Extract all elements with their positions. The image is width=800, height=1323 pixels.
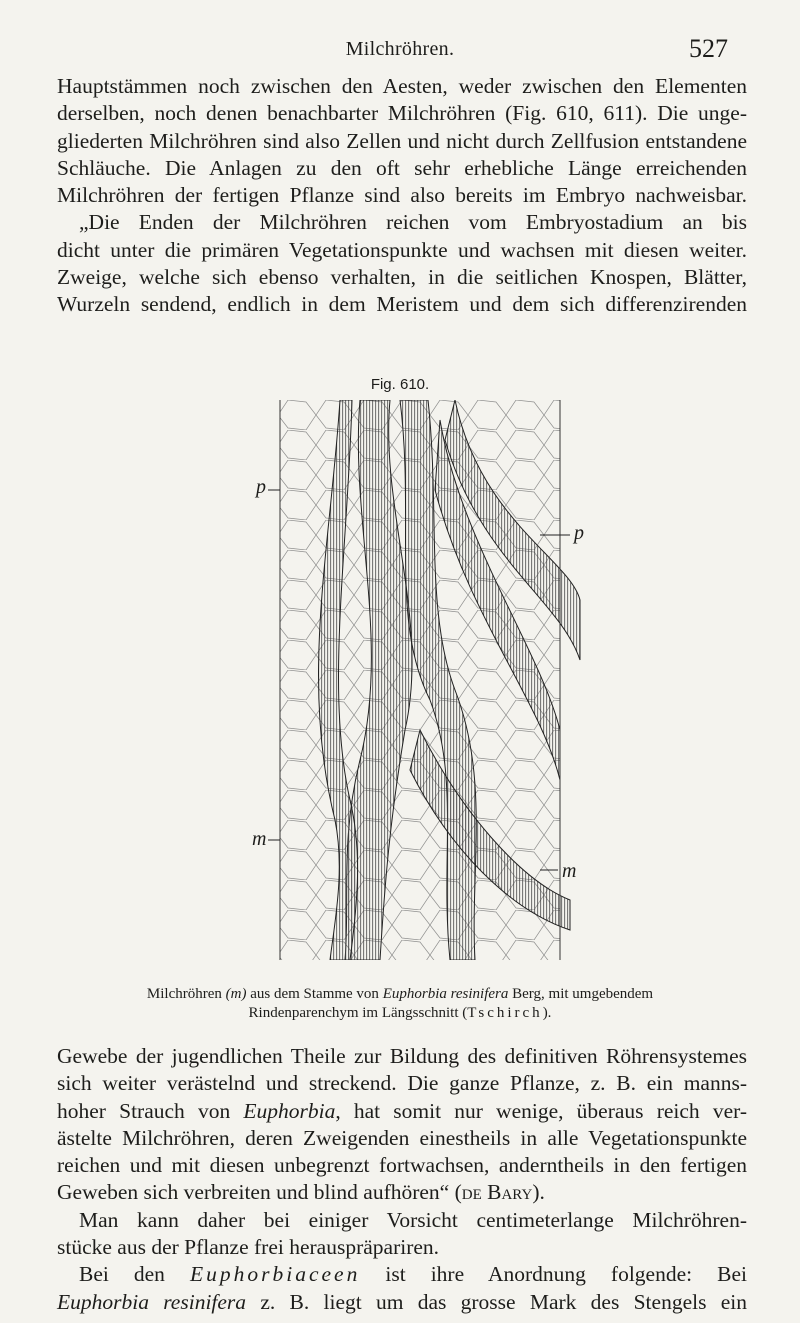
text-line: Hauptstämmen noch zwischen den Aesten, weder zwischen den Elementen <box>57 74 747 98</box>
text-line <box>57 1179 747 1206</box>
text-line: ästelte Milchröhren, deren Zweigenden einestheils in alle Vegetationspunkte <box>57 1125 747 1150</box>
text-line: „Die Enden der Milchröhren reichen vom Embryostadium an bis <box>79 210 747 235</box>
text-line: Man kann daher bei einiger Vorsicht centimeterlange Milchröhren- <box>79 1207 747 1232</box>
top-paragraph <box>57 73 747 319</box>
text-line: stücke aus der Pflanze frei herauspräpariren. <box>57 1235 440 1260</box>
text-line: reichen und mit diesen unbegrenzt fortwachsen, anderntheils in den fertigen <box>57 1153 747 1178</box>
text-line: Zweige, welche sich ebenso verhalten, in die seitlichen Knospen, Blätter, <box>57 265 747 290</box>
text-run-italic: Euphorbia <box>243 1098 336 1123</box>
text-run: ). <box>532 1180 545 1205</box>
text-run: , hat somit nur wenige, überaus reich ver- <box>335 1098 747 1123</box>
text-line: Gewebe der jugendlichen Theile zur Bildung des definitiven Röhrensystemes <box>57 1044 747 1068</box>
caption-text: aus dem Stamme von <box>250 986 379 1002</box>
text-run-smallcaps: de Bary <box>461 1180 533 1205</box>
figure-label: Fig. 610. <box>370 376 430 393</box>
figure-letter-p-left: p <box>256 476 266 498</box>
figure-letter-m-left: m <box>252 828 267 850</box>
text-line: Schläuche. Die Anlagen zu den oft sehr erhebliche Länge erreichenden <box>57 155 747 180</box>
text-line: Milchröhren der fertigen Pflanze sind also bereits im Embryo nachweisbar. <box>57 183 747 208</box>
text-line: sich weiter verästelnd und streckend. Die ganze Pflanze, z. B. ein manns- <box>57 1071 747 1096</box>
figure-letter-p-right: p <box>574 522 584 544</box>
text-line: dicht unter die primären Vegetationspunkte und wachsen mit diesen weiter. <box>57 237 747 262</box>
text-line: gliederten Milchröhren sind also Zellen und nicht durch Zellfusion entstandene <box>57 128 747 153</box>
text-run: Bei den <box>79 1262 165 1287</box>
text-line <box>57 1261 747 1288</box>
text-line: derselben, noch denen benachbarter Milchröhren (Fig. 610, 611). Die unge- <box>57 101 747 126</box>
text-run: hoher Strauch von <box>57 1098 231 1123</box>
text-run: ist ihre Anordnung folgende: Bei <box>385 1262 748 1287</box>
figure-caption <box>0 985 800 1023</box>
figure-letter-m-right: m <box>562 860 577 882</box>
caption-label: (m) <box>225 986 247 1002</box>
caption-species: Euphorbia resinifera <box>382 986 509 1002</box>
latex-tubes-drawing <box>240 400 600 960</box>
figure-illustration <box>240 400 600 960</box>
text-run-italic: Euphorbia resinifera <box>57 1289 247 1314</box>
caption-author: Tschirch <box>467 1005 543 1021</box>
caption-text: ). <box>542 1005 552 1021</box>
text-run-italic: Euphorbiaceen <box>189 1262 361 1287</box>
text-run: z. B. liegt um das grosse Mark des Stengels ein <box>260 1289 747 1314</box>
page-number: 527 <box>689 34 728 63</box>
text-run: Geweben sich verbreiten und blind aufhören“ ( <box>57 1180 462 1205</box>
caption-text: Berg, mit umgebendem <box>512 986 654 1002</box>
caption-text: Milchröhren <box>146 986 222 1002</box>
text-line: Wurzeln sendend, endlich in dem Meristem und dem sich differenzirenden <box>57 292 747 317</box>
bottom-paragraph <box>57 1043 747 1316</box>
text-line <box>57 1098 747 1125</box>
text-line <box>57 1289 747 1316</box>
caption-text: Rindenparenchym im Längsschnitt ( <box>248 1005 468 1021</box>
running-head: Milchröhren. <box>345 38 455 60</box>
